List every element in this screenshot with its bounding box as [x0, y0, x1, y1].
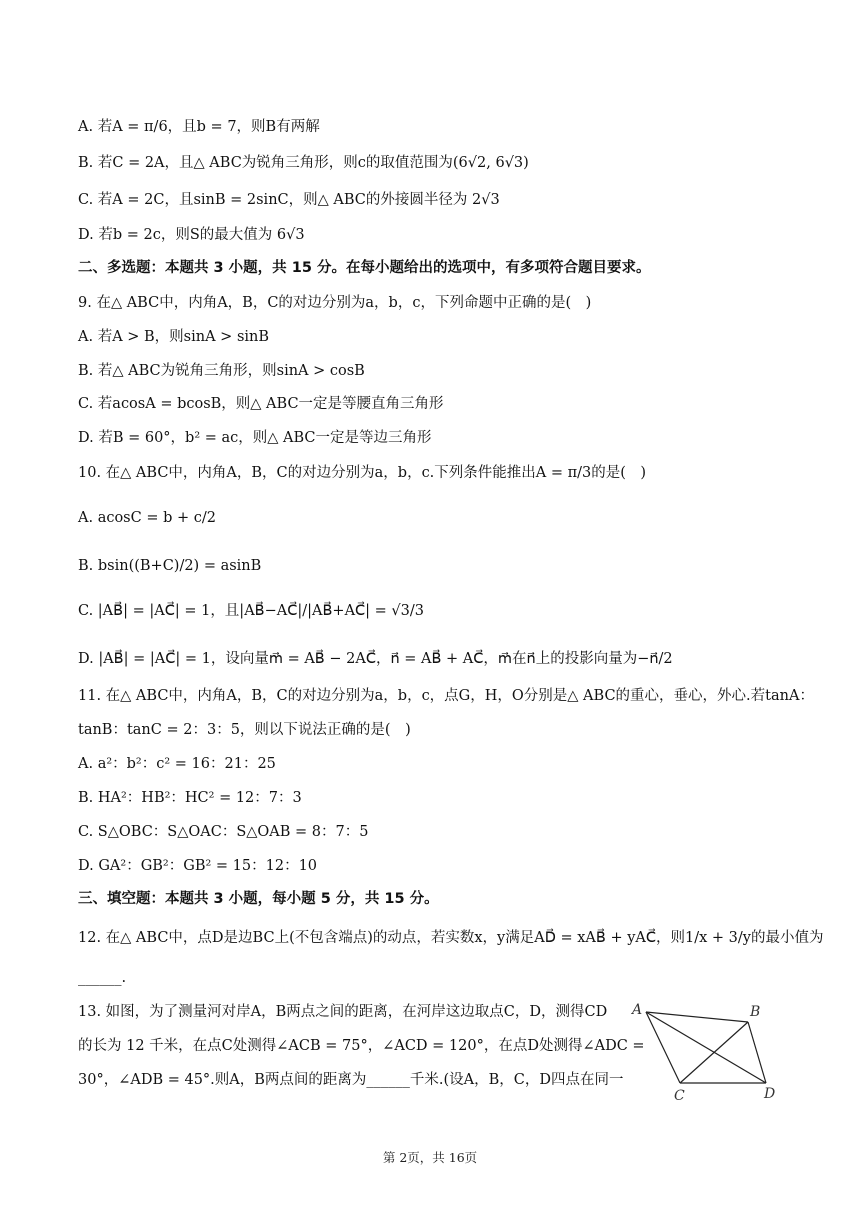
- text-line: C. 若acosA = bcosB，则△ ABC一定是等腰直角三角形: [78, 396, 444, 412]
- text-line: 30°，∠ADB = 45°.则A，B两点间的距离为______千米.(设A，B，C，D四点在同一: [78, 1072, 624, 1088]
- text-line: B. HA²：HB²：HC² = 12：7：3: [78, 790, 302, 806]
- text-line: 11. 在△ ABC中，内角A，B，C的对边分别为a，b，c，点G，H，O分别是△ ABC的重心，垂心，外心.若tanA：: [78, 688, 814, 704]
- text-line: D. 若B = 60°，b² = ac，则△ ABC一定是等边三角形: [78, 430, 432, 446]
- text-line: 9. 在△ ABC中，内角A，B，C的对边分别为a，b，c，下列命题中正确的是( ): [78, 295, 592, 311]
- label-c: C: [674, 1088, 685, 1104]
- text-line: C. |AB⃗| = |AC⃗| = 1，且|AB⃗−AC⃗|/|AB⃗+AC⃗| = √3/3: [78, 603, 425, 619]
- text-line: 的长为 12 千米，在点C处测得∠ACB = 75°，∠ACD = 120°，在点D处测得∠ADC =: [78, 1038, 645, 1054]
- text-line: D. |AB⃗| = |AC⃗| = 1，设向量m⃗ = AB⃗ − 2AC⃗，n⃗ = AB⃗ + AC⃗，m⃗在n⃗上的投影向量为−n⃗/2: [78, 651, 673, 667]
- text-line: 12. 在△ ABC中，点D是边BC上(不包含端点)的动点，若实数x，y满足AD⃗ = xAB⃗ + yAC⃗，则1/x + 3/y的最小值为: [78, 930, 824, 946]
- segment-cb: [680, 1022, 748, 1083]
- text-line: D. GA²：GB²：GB² = 15：12：10: [78, 858, 318, 874]
- label-a: A: [632, 1002, 643, 1018]
- text-line: A. a²：b²：c² = 16：21：25: [78, 756, 276, 772]
- label-d: D: [764, 1086, 776, 1102]
- text-line: A. 若A = π/6，且b = 7，则B有两解: [78, 119, 320, 135]
- page-footer: 第 2页，共 16页: [382, 1150, 478, 1165]
- section-heading: 三、填空题：本题共 3 小题，每小题 5 分，共 15 分。: [78, 891, 439, 907]
- section-heading: 二、多选题：本题共 3 小题，共 15 分。在每小题给出的选项中，有多项符合题目要求。: [78, 260, 651, 276]
- text-line: ______.: [78, 970, 127, 986]
- text-line: 13. 如图，为了测量河对岸A，B两点之间的距离，在河岸这边取点C，D，测得CD: [78, 1004, 608, 1020]
- quadrilateral-figure: [620, 996, 780, 1106]
- text-line: B. 若△ ABC为锐角三角形，则sinA > cosB: [78, 363, 365, 379]
- text-line: B. 若C = 2A，且△ ABC为锐角三角形，则c的取值范围为(6√2, 6√3): [78, 155, 529, 171]
- text-line: C. S△OBC：S△OAC：S△OAB = 8：7：5: [78, 824, 369, 840]
- text-line: D. 若b = 2c，则S的最大值为 6√3: [78, 227, 305, 243]
- text-line: C. 若A = 2C，且sinB = 2sinC，则△ ABC的外接圆半径为 2√3: [78, 192, 500, 208]
- label-b: B: [750, 1004, 761, 1020]
- text-line: tanB：tanC = 2：3：5，则以下说法正确的是( ): [78, 722, 411, 738]
- text-line: A. 若A > B，则sinA > sinB: [78, 329, 270, 345]
- text-line: 10. 在△ ABC中，内角A，B，C的对边分别为a，b，c.下列条件能推出A = π/3的是( ): [78, 465, 647, 481]
- text-line: B. bsin((B+C)/2) = asinB: [78, 558, 262, 574]
- text-line: A. acosC = b + c/2: [78, 510, 216, 526]
